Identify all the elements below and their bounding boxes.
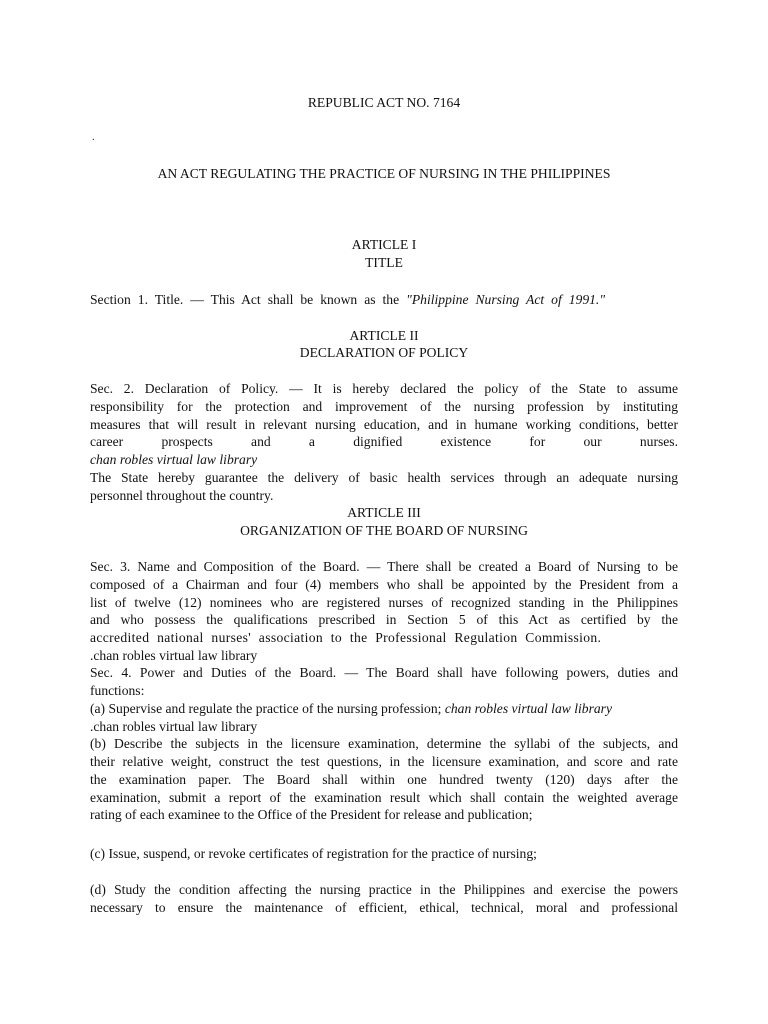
act-number: REPUBLIC ACT NO. 7164 (307, 95, 461, 110)
article-2-number: ARTICLE II (349, 328, 419, 343)
section-3-line-5: accredited national nurses' association to the Professional Regulation Commission. (90, 630, 602, 645)
section-2-line-1: Sec. 2. Declaration of Policy. — It is hereby declared the policy of the State to assume (90, 381, 678, 396)
article-3-name: ORGANIZATION OF THE BOARD OF NURSING (240, 523, 528, 538)
section-3-line-4: and who possess the qualifications prescribed in Section 5 of this Act as certified by the (90, 612, 678, 627)
item-b-line-4: examination, submit a report of the examination result which shall contain the weighted average (90, 790, 678, 805)
chan-robles-link-2[interactable]: .chan robles virtual law library (90, 648, 258, 663)
act-short-title: "Philippine Nursing Act of 1991." (406, 292, 606, 307)
section-3-line-3: list of twelve (12) nominees who are registered nurses of recognized standing in the Philippines (90, 595, 678, 610)
section-4-line-2: functions: (90, 683, 145, 698)
article-2-name: DECLARATION OF POLICY (299, 345, 469, 360)
item-d-line-2: necessary to ensure the maintenance of efficient, ethical, technical, moral and professional (90, 900, 678, 915)
section-4-line-1: Sec. 4. Power and Duties of the Board. — The Board shall have following powers, duties and (90, 665, 678, 680)
chan-robles-link-1[interactable]: chan robles virtual law library (90, 452, 258, 467)
article-3-number: ARTICLE III (347, 505, 421, 520)
section-4-item-a (90, 700, 612, 718)
article-1-number: ARTICLE I (351, 237, 417, 252)
section-2-line-2: responsibility for the protection and improvement of the nursing profession by instituting (90, 399, 678, 414)
section-2-line-3: measures that will result in relevant nursing education, and in humane working conditions, better (90, 417, 678, 432)
item-d-line-1: (d) Study the condition affecting the nursing practice in the Philippines and exercise the powers (90, 882, 678, 897)
section-3-line-2: composed of a Chairman and four (4) members who shall be appointed by the President from a (90, 577, 678, 592)
item-b-line-1: (b) Describe the subjects in the licensure examination, determine the syllabi of the subjects, and (90, 736, 678, 751)
section-2-line-4: career prospects and a dignified existence for our nurses. (90, 434, 678, 449)
chan-robles-link-3[interactable]: chan robles virtual law library (444, 701, 612, 716)
section-2-line-6: The State hereby guarantee the delivery of basic health services through an adequate nursing (90, 470, 678, 485)
item-c-line-1: (c) Issue, suspend, or revoke certificates of registration for the practice of nursing; (90, 846, 537, 861)
stray-dot: . (92, 132, 95, 143)
chan-robles-link-4[interactable]: .chan robles virtual law library (90, 719, 258, 734)
item-b-line-2: their relative weight, construct the test questions, in the licensure examination, and score and rate (90, 754, 678, 769)
section-1-text: Section 1. Title. — This Act shall be known as the (90, 292, 407, 307)
section-1 (90, 291, 605, 309)
item-a-text: (a) Supervise and regulate the practice of the nursing profession; (90, 701, 445, 716)
item-b-line-3: the examination paper. The Board shall within one hundred twenty (120) days after the (90, 772, 678, 787)
item-b-line-5: rating of each examinee to the Office of the President for release and publication; (90, 807, 533, 822)
section-3-line-1: Sec. 3. Name and Composition of the Board. — There shall be created a Board of Nursing to be (90, 559, 678, 574)
section-2-line-7: personnel throughout the country. (90, 488, 274, 503)
act-title: AN ACT REGULATING THE PRACTICE OF NURSING IN THE PHILIPPINES (157, 166, 611, 181)
article-1-name: TITLE (365, 255, 403, 270)
